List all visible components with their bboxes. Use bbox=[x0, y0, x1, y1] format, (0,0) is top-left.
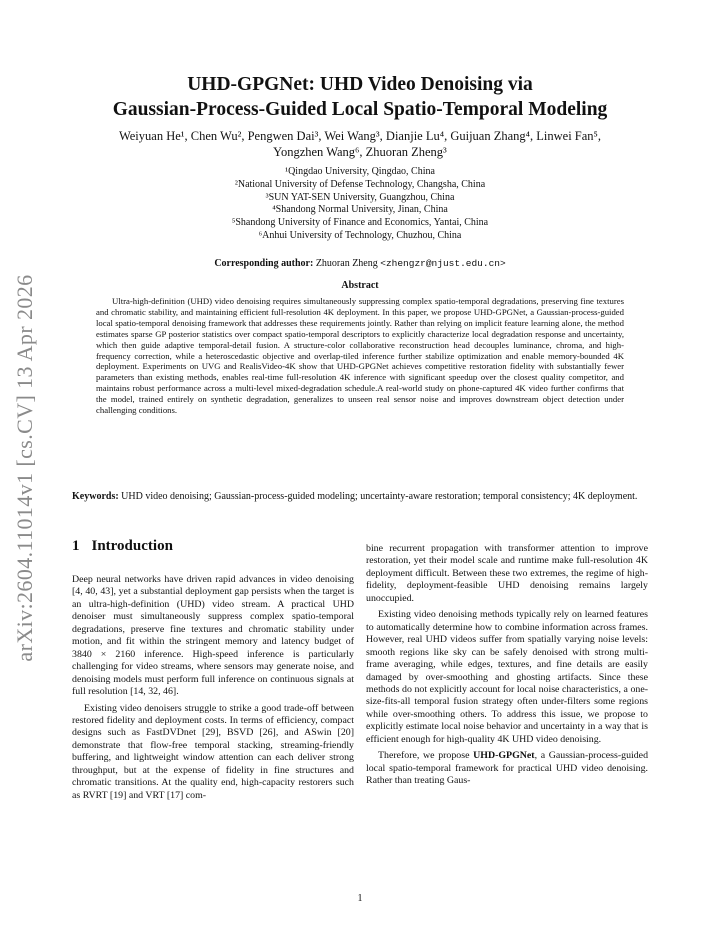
keywords-label: Keywords: bbox=[72, 491, 119, 502]
keywords-text: UHD video denoising; Gaussian-process-guided modeling; uncertainty-aware restoration; temporal consistency; 4K deployment. bbox=[121, 491, 638, 502]
section-heading bbox=[72, 538, 173, 555]
arxiv-side-identifier bbox=[8, 258, 42, 678]
keywords bbox=[72, 490, 648, 503]
page-number: 1 bbox=[357, 893, 363, 904]
body-column-right bbox=[366, 543, 648, 788]
corresponding-email[interactable]: <zhengzr@njust.edu.cn> bbox=[380, 258, 506, 269]
affiliation-item: ⁵Shandong University of Finance and Economics, Yantai, China bbox=[231, 217, 489, 229]
paragraph: Deep neural networks have driven rapid advances in video denoising [4, 40, 43], yet a substantial deployment gap persists when the target is an ultra-high-definition (UHD) video stream. A practical UHD denoiser must simultaneously suppress complex spatio-temporal degradations, preserve fine textures and chromatic stability under motion, and fit within the stringent memory and latency budget of 3840 × 2160 inference. High-speed inference is particularly challenging for video streams, where sensors may generate noise, and denoising models must perform full inference on continuous signals at full resolution [14, 32, 46]. bbox=[72, 574, 354, 698]
paragraph bbox=[366, 750, 648, 787]
paragraph: bine recurrent propagation with transformer attention to improve restoration, yet their model scale and runtime make full-resolution 4K deployment difficult. Between these two extremes, the regime of high-fidelity, deployment-feasible UHD denoising remains largely unoccupied. bbox=[366, 543, 648, 604]
abstract-heading: Abstract bbox=[341, 280, 379, 291]
author-list bbox=[60, 128, 660, 160]
corresponding-author bbox=[60, 258, 660, 269]
corresponding-name: Zhuoran Zheng bbox=[315, 258, 378, 269]
affiliation-item: ⁴Shandong Normal University, Jinan, China bbox=[272, 204, 448, 216]
abstract-text: Ultra-high-definition (UHD) video denoising requires simultaneously suppressing complex spatio-temporal degradations, preserving fine textures and chromatic stability, and maintaining efficient full-resolution 4K deployment. In this paper, we propose UHD-GPGNet, a Gaussian-process-guided local spatio-temporal denoising framework that addresses these requirements jointly. Rather than relying on implicit feature learning alone, the method estimates sparse GP posterior statistics over compact spatio-temporal descriptors to explicitly characterize local degradation response and uncertainty, which then guide adaptive temporal-detail fusion. A structure-color collaborative reconstruction head decouples luminance, chroma, and high-frequency correction, while a heteroscedastic objective and overlap-tiled inference further stabilize optimization and enable memory-bounded 4K deployment. Experiments on UVG and RealisVideo-4K show that UHD-GPGNet achieves competitive restoration fidelity with substantially fewer parameters than existing methods, enables real-time full-resolution 4K inference with significant speedup over the closest quality competitor, and maintains robust performance across a multi-level mixed-degradation schedule.A real-world study on phone-captured 4K video further confirms that the model, trained entirely on synthetic degradation, generalizes to unseen real sensor noise and improves downstream object detection under challenging conditions. bbox=[96, 296, 624, 416]
paragraph: Existing video denoisers struggle to strike a good trade-off between restored fidelity and deployment costs. In terms of efficiency, compact designs such as FastDVDnet [29], BSVD [26], and ASwin [20] demonstrate that flow-free temporal stacking, streaming-friendly buffering, and lightweight window attention can each deliver strong throughput, but at the expense of fidelity in fine structures and chromatic transitions. At the quality end, high-capacity restorers such as RVRT [19] and VRT [17] com- bbox=[72, 702, 354, 801]
affiliation-list bbox=[100, 166, 620, 243]
arxiv-id-text: arXiv:2604.11014v1 [cs.CV] 13 Apr 2026 bbox=[12, 274, 37, 662]
paragraph-text: Therefore, we propose bbox=[378, 750, 474, 762]
authors-line-2: Yongzhen Wang⁶, Zhuoran Zheng³ bbox=[273, 145, 447, 159]
title-line-2: Gaussian-Process-Guided Local Spatio-Temporal Modeling bbox=[112, 99, 608, 120]
body-column-left bbox=[72, 574, 354, 802]
affiliation-item: ³SUN YAT-SEN University, Guangzhou, China bbox=[265, 191, 455, 203]
method-name: UHD-GPGNet bbox=[473, 750, 535, 762]
paragraph-text: , a Gaussian-process-guided local spatio-temporal framework for practical UHD video denoising. Rather than treating Gaus- bbox=[366, 750, 649, 787]
affiliation-item: ¹Qingdao University, Qingdao, China bbox=[285, 166, 435, 177]
title-line-1: UHD-GPGNet: UHD Video Denoising via bbox=[187, 74, 533, 95]
affiliation-item: ⁶Anhui University of Technology, Chuzhou, China bbox=[258, 229, 462, 241]
paragraph: Existing video denoising methods typically rely on learned features to automatically determine how to combine information across frames. However, real UHD videos suffer from spatially varying noise levels: smooth regions like sky can be safely denoised with strong multi-frame averaging, while edges, textures, and fine details are easily damaged by over-smoothing and ghosting artifacts. Since these methods do not explicitly account for local noise characteristics, a one-size-fits-all temporal fusion strategy often under-filters some regions while over-smoothing others. To address this issue, we propose to explicitly estimate local noise behavior and uncertainty in a way that is efficient enough for high-quality 4K UHD video denoising. bbox=[366, 609, 648, 745]
corresponding-label: Corresponding author: bbox=[214, 258, 314, 269]
paper-title bbox=[60, 72, 660, 122]
authors-line-1: Weiyuan He¹, Chen Wu², Pengwen Dai³, Wei Wang³, Dianjie Lu⁴, Guijuan Zhang⁴, Linwei Fan⁵, bbox=[118, 129, 602, 143]
section-title: Introduction bbox=[91, 538, 173, 554]
affiliation-item: ²National University of Defense Technology, Changsha, China bbox=[234, 178, 486, 190]
section-number: 1 bbox=[72, 538, 80, 554]
